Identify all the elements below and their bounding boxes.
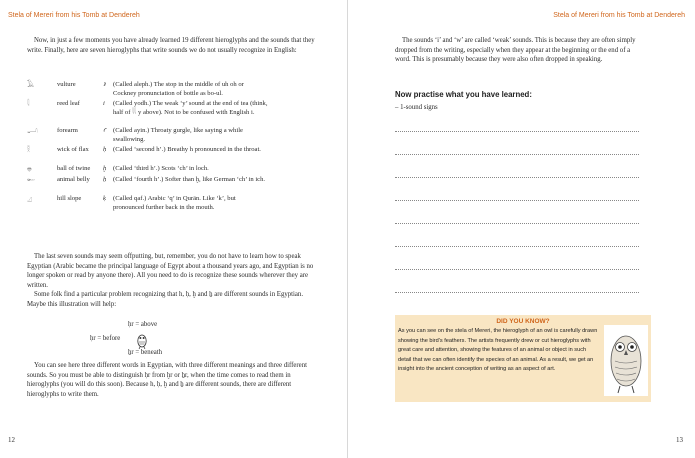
owl-figure-icon	[135, 332, 149, 349]
ball-of-twine-glyph-icon: 𓐍	[27, 165, 32, 173]
glyph-description: (Called ‘third h’.) Scots ‘ch’ in loch.	[113, 165, 209, 172]
practice-line-1[interactable]	[395, 131, 639, 132]
glyph-row-wick-of-flax	[27, 146, 327, 165]
did-you-know-title: DID YOU KNOW?	[496, 318, 550, 325]
practice-line-4[interactable]	[395, 200, 639, 201]
left-body-text	[27, 252, 317, 310]
practice-line-5[interactable]	[395, 223, 639, 224]
weak-sounds-paragraph: The sounds ‘i’ and ‘w’ are called ‘weak’ sounds. This is because they are often simply dropped from the writing, especially when they appear at the beginning or the end of a word. This is presumably because they were also often dropped in speaking.	[395, 37, 636, 64]
vulture-glyph-icon: 𓄿	[27, 81, 34, 89]
animal-belly-glyph-icon: 𓄡	[27, 176, 36, 184]
owl-hieroglyph-illustration	[604, 325, 648, 396]
practice-line-2[interactable]	[395, 154, 639, 155]
left-page	[0, 0, 347, 458]
glyph-description: (Called aleph.) The stop in the middle of uh oh or Cockney pronunciation of bottle as bo-ul.	[113, 81, 244, 97]
glyph-name: reed leaf	[57, 100, 80, 107]
glyph-name: ball of twine	[57, 165, 91, 172]
glyph-description: (Called yodh.) The weak ‘y’ sound at the end of tea (think, half of 𓇌 y above). Not to be confused with English i.	[113, 100, 268, 116]
glyph-row-animal-belly	[27, 176, 327, 195]
glyph-description: (Called ‘fourth h’.) Softer than ḫ, like German ‘ch’ in ich.	[113, 176, 266, 183]
glyph-name: hill slope	[57, 195, 82, 202]
practice-heading: Now practise what you have learned:	[395, 90, 532, 99]
glyph-transliteration: ꜣ	[103, 81, 106, 88]
forearm-glyph-icon: 𓂝	[27, 127, 38, 135]
glyph-description: (Called ayin.) Throaty gurgle, like saying a while swallowing.	[113, 127, 243, 143]
glyph-description: (Called ‘second h’.) Breathy h pronounced in the throat.	[113, 146, 261, 153]
paragraph-problem: Some folk find a particular problem recognizing that h, ḥ, ḫ and ẖ are different sounds in Egyptian. Maybe this illustration will help:	[27, 291, 304, 308]
diagram-label-before: ḥr = before	[90, 335, 121, 342]
hill-slope-glyph-icon: 𓈎	[27, 195, 33, 203]
did-you-know-text: As you can see on the stela of Mereri, the hieroglyph of an owl is carefully drawn showing the bird’s feathers. The artists frequently drew or cut hieroglyphs with great care and attention, showing the features of an animal or object in such detail that we can often identify the species of an animal. As a result, we get an insight into the ancient conception of writing as an aspect of art.	[398, 328, 598, 373]
practice-line-7[interactable]	[395, 269, 639, 270]
running-head-right: Stela of Mereri from his Tomb at Dendereh	[553, 12, 685, 19]
left-closing-text	[27, 361, 317, 399]
glyph-transliteration: ḥ	[103, 146, 107, 153]
practice-line-8[interactable]	[395, 292, 639, 293]
glyph-row-forearm	[27, 127, 327, 146]
paragraph-distinguish: You can see here three different words in Egyptian, with three different meanings and three different sounds. So you must be able to distinguish ḥr from ḫr or ẖr, when the time comes to read them in hieroglyphs (you will do this soon). Because h, ḥ, ḫ and ẖ are different sounds, there are different hieroglyphs to write them.	[27, 362, 307, 398]
paragraph-sounds: The last seven sounds may seem offputting, but, remember, you do not have to learn how to speak Egyptian (Arabic became the principal language of Egypt about a thousand years ago, and Egyptian is no longer spoken or read by anyone there). All you need to do is recognize these sounds wherever they are written.	[27, 253, 314, 289]
glyph-name: vulture	[57, 81, 76, 88]
glyph-table	[27, 81, 327, 214]
running-head-left: Stela of Mereri from his Tomb at Dendereh	[8, 12, 140, 19]
glyph-name: forearm	[57, 127, 78, 134]
practice-line-3[interactable]	[395, 177, 639, 178]
glyph-name: animal belly	[57, 176, 90, 183]
glyph-transliteration: ꜥ	[103, 127, 107, 134]
glyph-transliteration: i	[103, 100, 105, 107]
glyph-row-reed-leaf	[27, 100, 327, 127]
glyph-transliteration: ẖ	[103, 176, 107, 183]
glyph-transliteration: ḫ	[103, 165, 107, 172]
glyph-row-vulture	[27, 81, 327, 100]
diagram-label-above: ḥr = above	[128, 321, 158, 328]
wick-of-flax-glyph-icon: 𓎛	[27, 146, 31, 154]
practice-subheading: – 1-sound signs	[395, 104, 438, 111]
glyph-description: (Called qaf.) Arabic ‘q’ in Qurān. Like ‘k’, but pronounced further back in the mouth.	[113, 195, 236, 211]
page-number-right: 13	[676, 436, 683, 444]
practice-line-6[interactable]	[395, 246, 639, 247]
glyph-transliteration: ḳ	[103, 195, 106, 202]
did-you-know-box	[395, 315, 651, 402]
intro-paragraph: Now, in just a few moments you have already learned 19 different hieroglyphs and the sounds that they write. Finally, here are seven hieroglyphs that write sounds we do not usually recognize in English:	[27, 37, 315, 54]
reed-leaf-glyph-icon: 𓇋	[27, 100, 30, 108]
hr-diagram	[90, 321, 230, 359]
diagram-label-beneath: ẖr = beneath	[128, 349, 163, 356]
page-number-left: 12	[8, 436, 15, 444]
glyph-row-hill-slope	[27, 195, 327, 214]
glyph-row-ball-of-twine	[27, 165, 327, 176]
glyph-name: wick of flax	[57, 146, 89, 153]
